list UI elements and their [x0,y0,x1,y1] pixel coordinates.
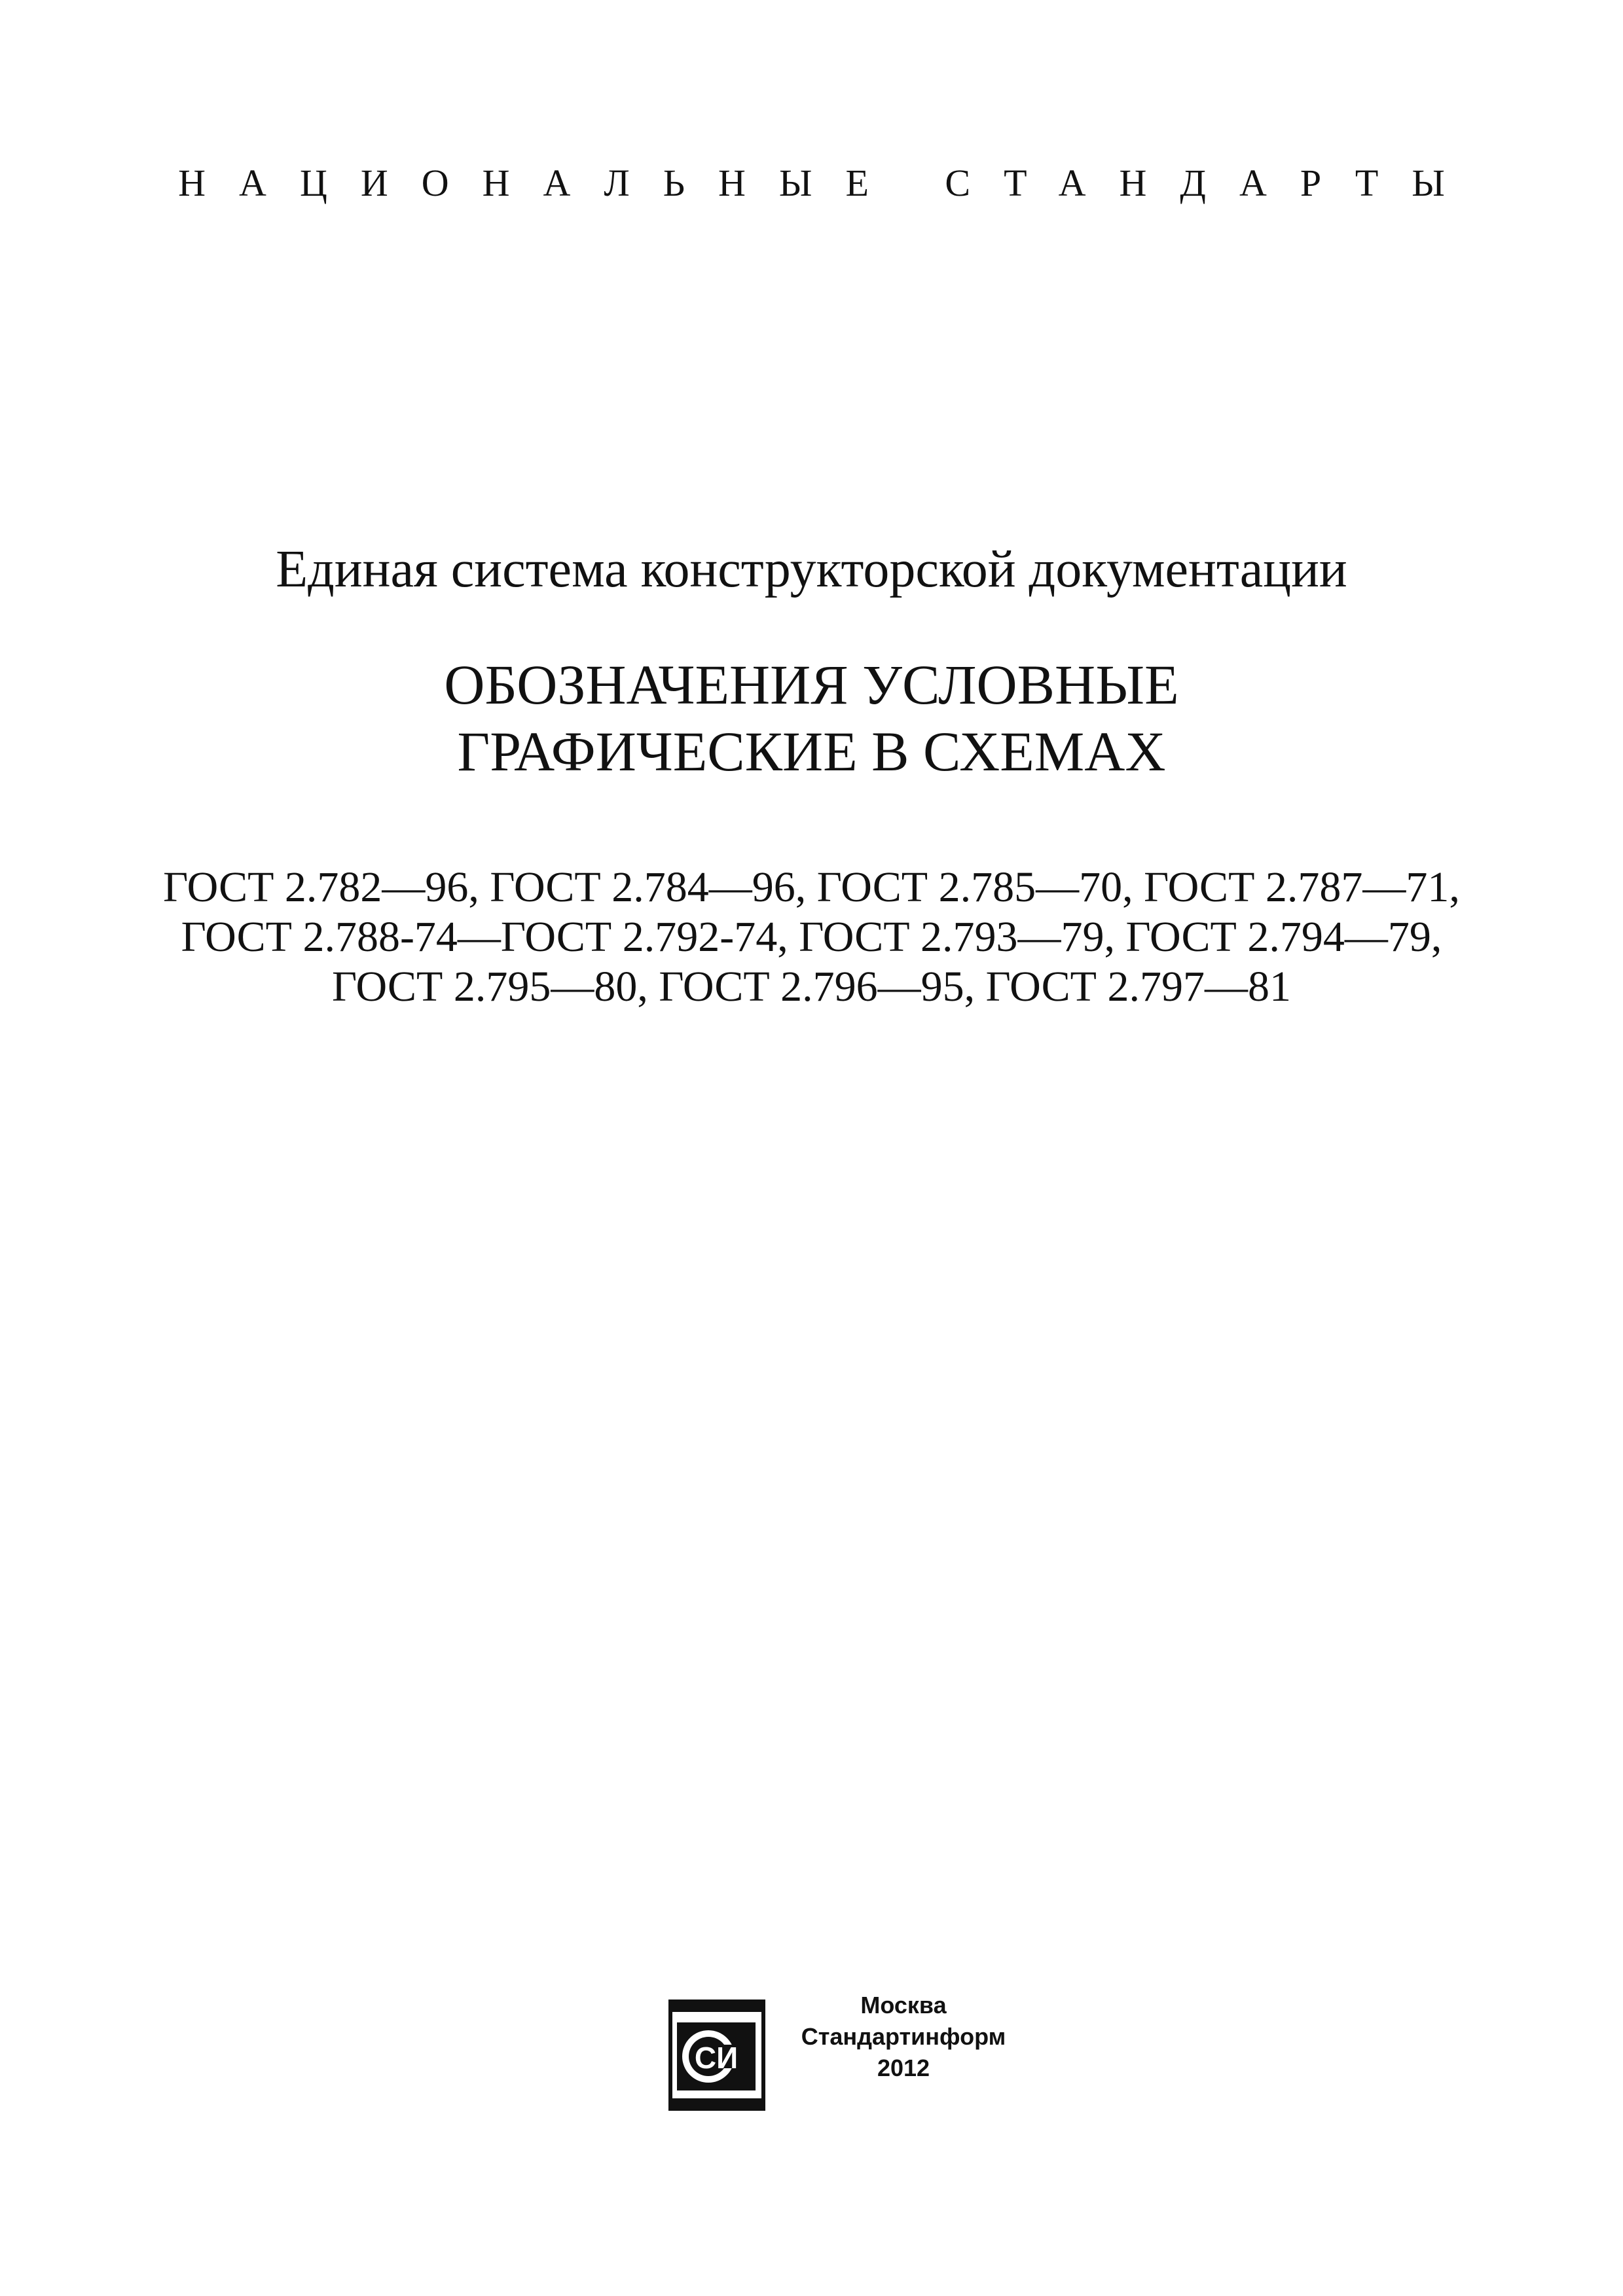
standards-list [0,863,1623,1012]
standards-line-1: ГОСТ 2.782—96, ГОСТ 2.784—96, ГОСТ 2.785—70, ГОСТ 2.787—71, [163,863,1460,911]
standards-line-2: ГОСТ 2.788-74—ГОСТ 2.792-74, ГОСТ 2.793—79, ГОСТ 2.794—79, [181,913,1442,961]
publisher-name: Стандартинформ [801,2023,1006,2050]
main-title-line-2: ГРАФИЧЕСКИЕ В СХЕМАХ [457,720,1166,783]
publisher-city: Москва [860,1992,947,2018]
main-title [0,651,1623,785]
logo-letters: СИ [694,2041,739,2075]
publisher-block [668,1990,1034,2121]
system-title: Единая система конструкторской документации [276,541,1347,598]
main-title-line-1: ОБОЗНАЧЕНИЯ УСЛОВНЫЕ [444,653,1179,716]
standartinform-logo-icon [668,1996,766,2114]
series-header: НАЦИОНАЛЬНЫЕ СТАНДАРТЫ [178,162,1478,204]
publisher-year: 2012 [877,2054,930,2081]
standards-line-3: ГОСТ 2.795—80, ГОСТ 2.796—95, ГОСТ 2.797—81 [332,963,1291,1011]
publisher-text [779,1990,1028,2084]
